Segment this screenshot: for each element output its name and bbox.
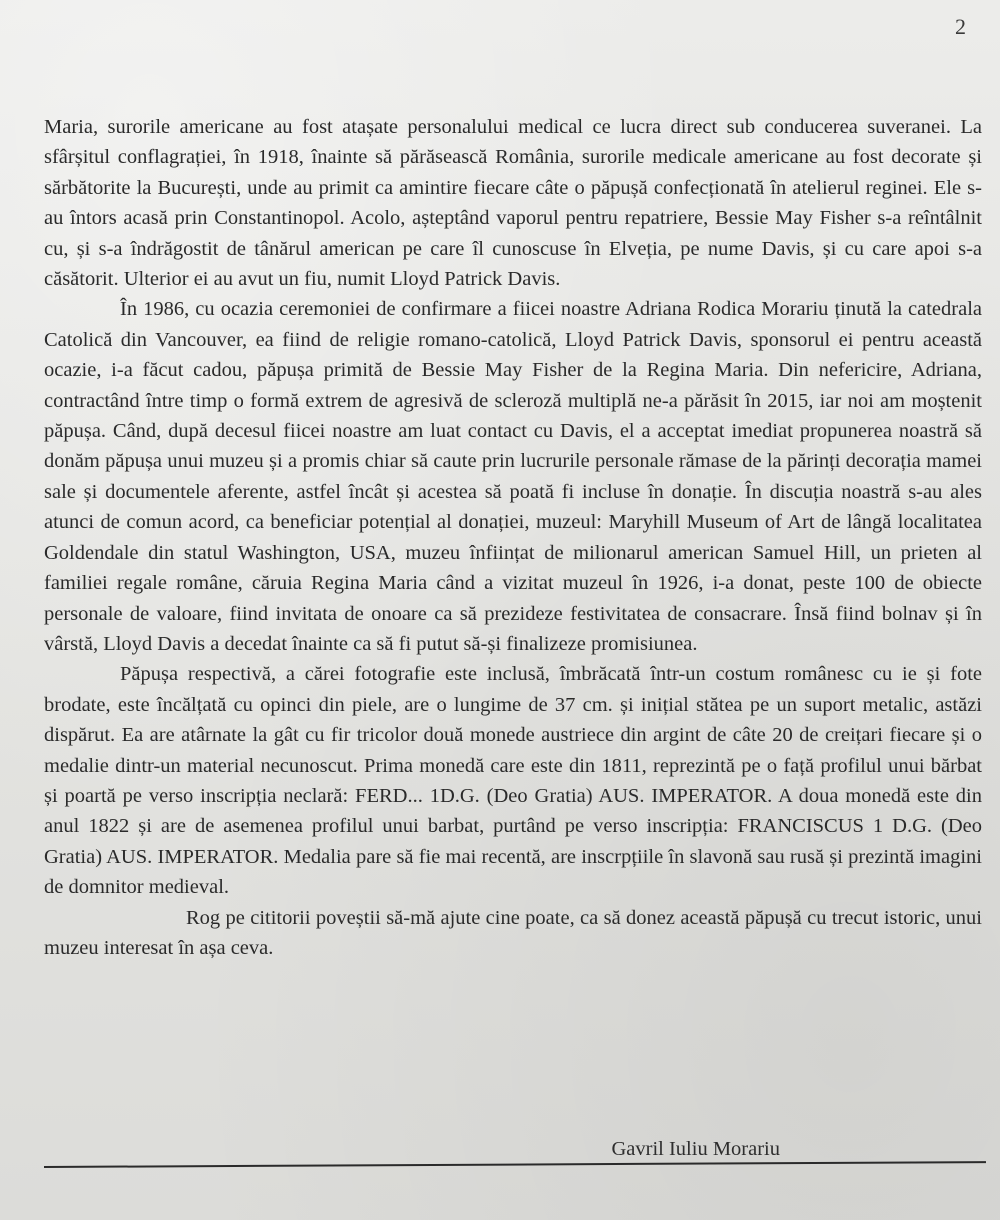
signature-line [44, 1161, 986, 1168]
paragraph-1: Maria, surorile americane au fost atașate personalului medical ce lucra direct sub conducerea suveranei. La sfârșitul conflagrației, în 1918, înainte să părăsească România, surorile medicale americane au fost decorate și sărbătorite la București, unde au primit ca amintire fiecare câte o păpușă confecționată în atelierul reginei. Ele s-au întors acasă prin Constantinopol. Acolo, așteptând vaporul pentru repatriere, Bessie May Fisher s-a reîntâlnit cu, și s-a îndrăgostit de tânărul american pe care îl cunoscuse în Elveția, pe nume Davis, și cu care apoi s-a căsătorit. Ulterior ei au avut un fiu, numit Lloyd Patrick Davis. [44, 116, 982, 291]
page-number: 2 [955, 14, 966, 39]
paragraph-4: Rog pe cititorii poveștii să-mă ajute cine poate, ca să donez această păpușă cu trecut istoric, unui muzeu interesat în așa ceva. [44, 906, 982, 959]
paragraph-3: Păpușa respectivă, a cărei fotografie este inclusă, îmbrăcată într-un costum românesc cu ie și fote brodate, este încălțată cu opinci din piele, are o lungime de 37 cm. și inițial stătea pe un suport metalic, astăzi dispărut. Ea are atârnate la gât cu fir tricolor două monede austriece din argint de câte 20 de creițari fiecare și o medalie dintr-un material necunoscut. Prima monedă care este din 1811, reprezintă pe o față profilul unui bărbat și poartă pe verso inscripția neclară: FERD... 1D.G. (Deo Gratia) AUS. IMPERATOR. A doua monedă este din anul 1822 și are de asemenea profilul unui barbat, purtând pe verso inscripția: FRANCISCUS 1 D.G. (Deo Gratia) AUS. IMPERATOR. Medalia pare să fie mai recentă, are inscrpțiile în slavonă sau rusă și prezintă imagini de domnitor medieval. [44, 663, 982, 899]
paragraph-2: În 1986, cu ocazia ceremoniei de confirmare a fiicei noastre Adriana Rodica Morariu ținută la catedrala Catolică din Vancouver, ea fiind de religie romano-catolică, Lloyd Patrick Davis, sponsorul ei pentru această ocazie, i-a făcut cadou, păpușa primită de Bessie May Fisher de la Regina Maria. Din nefericire, Adriana, contractând între timp o formă extrem de agresivă de scleroză multiplă ne-a părăsit în 2015, iar noi am moștenit păpușa. Când, după decesul fiicei noastre am luat contact cu Davis, el a acceptat imediat propunerea noastră să donăm păpușa unui muzeu și a promis chiar să caute prin lucrurile personale rămase de la părinți decorația mamei sale și documentele aferente, astfel încât și acestea să poată fi incluse în donație. În discuția noastră s-au ales atunci de comun acord, ca beneficiar potențial al donației, muzeul: Maryhill Museum of Art de lângă localitatea Goldendale din statul Washington, USA, muzeu înființat de milionarul american Samuel Hill, un prieten al familiei regale române, căruia Regina Maria când a vizitat muzeul în 1926, i-a donat, peste 100 de obiecte personale de valoare, fiind invitata de onoare ca să prezideze festivitatea de consacrare. Însă fiind bolnav și în vârstă, Lloyd Davis a decedat înainte ca să fi putut să-și finalizeze promisiunea. [44, 298, 982, 655]
signature-name: Gavril Iuliu Morariu [611, 1138, 780, 1160]
document-body [44, 112, 982, 963]
